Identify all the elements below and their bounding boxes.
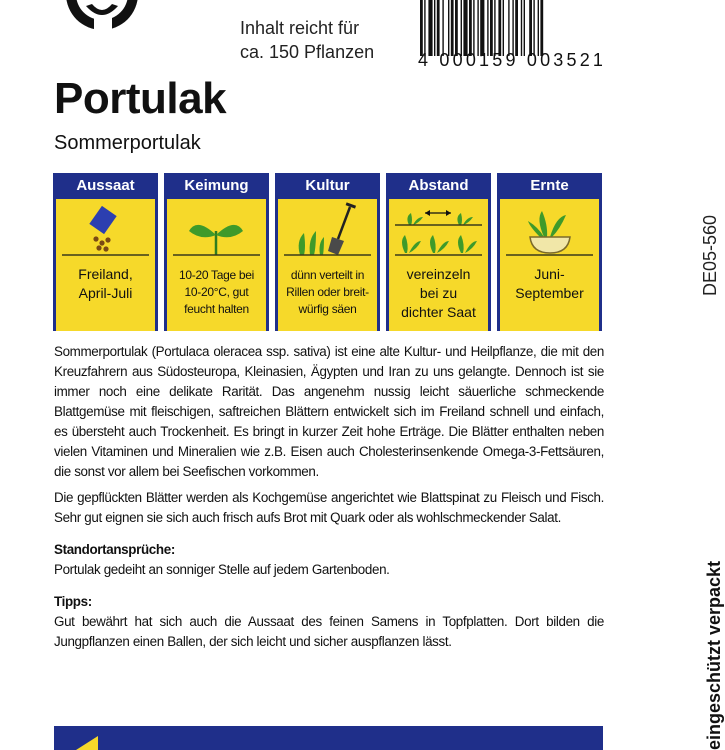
product-subtitle: Sommerportulak bbox=[54, 132, 201, 154]
panel-text bbox=[56, 265, 155, 303]
seed-packet-icon bbox=[56, 203, 155, 265]
panel-heading: Ernte bbox=[500, 173, 599, 199]
description bbox=[54, 342, 604, 652]
panel-text bbox=[500, 265, 599, 303]
panel-text-line: dichter Saat bbox=[401, 304, 476, 320]
description-paragraph-1: Sommerportulak (Portulaca oleracea ssp. sativa) ist eine alte Kultur- und Heilpflanze, die mit den Kreuzfahrern aus Südosteuropa, Kleinasien, Ägypten und Iran zu uns gelangte. Dennoch ist sie immer noch eine delikate Rarität. Das angenehm nussig leicht säuerliche schmeckende Blattgemüse mit fleischigen, saftreichen Blättern entwickelt sich im Freiland schnell und einfach, es übersteht auch Trockenheit. Es bringt in kurzer Zeit hohe Erträge. Die Blätter enthalten neben vielen Vitaminen und Mineralien wie z.B. Eisen auch Cholesterinsenkende Omega-3-Fettsäuren, die sonst vor allem bei Seefischen vorkommen. bbox=[54, 344, 604, 479]
panel-text-line: September bbox=[515, 285, 584, 301]
barcode bbox=[420, 0, 588, 56]
panel-text-line: vereinzeln bbox=[406, 266, 471, 282]
panel-heading: Aussaat bbox=[56, 173, 155, 199]
panel-text-line: 10-20 Tage bei bbox=[179, 268, 254, 282]
product-title: Portulak bbox=[54, 74, 227, 123]
tips-heading: Tipps: bbox=[54, 594, 92, 609]
product-code: DE05-560 bbox=[700, 214, 720, 296]
description-paragraph-2: Die gepflückten Blätter werden als Kochgemüse angerichtet wie Blattspinat zu Fleisch und Fisch. Sehr gut eignen sie sich auch frisch aufs Brot mit Quark oder als wohlschmeckender Salat. bbox=[54, 490, 604, 525]
side-packaging-note bbox=[636, 540, 724, 750]
panel-text bbox=[167, 267, 266, 318]
panel-text-line: würfig säen bbox=[298, 302, 357, 316]
spacing-icon bbox=[389, 203, 488, 265]
panel-text-line: bei zu bbox=[419, 285, 458, 301]
panel-text-line: 10-20°C, gut bbox=[184, 285, 249, 299]
panel-text-line: Rillen oder breit- bbox=[286, 285, 369, 299]
panel-text bbox=[278, 267, 377, 318]
content-line-1: Inhalt reicht für bbox=[240, 18, 360, 38]
cultivation-panels bbox=[53, 173, 602, 333]
spade-icon bbox=[278, 203, 377, 265]
panel-text-line: dünn verteilt in bbox=[290, 268, 365, 282]
bottom-banner bbox=[54, 726, 603, 750]
panel-kultur bbox=[275, 173, 380, 331]
harvest-bowl-icon bbox=[500, 203, 599, 265]
panel-heading: Abstand bbox=[389, 173, 488, 199]
panel-aussaat bbox=[53, 173, 158, 331]
panel-abstand bbox=[386, 173, 491, 331]
panel-heading: Kultur bbox=[278, 173, 377, 199]
content-info bbox=[240, 16, 410, 64]
location-heading: Standortansprüche: bbox=[54, 542, 175, 557]
panel-text bbox=[389, 265, 488, 322]
location-text: Portulak gedeiht an sonniger Stelle auf jedem Gartenboden. bbox=[54, 562, 390, 577]
panel-text-line: Juni- bbox=[534, 266, 565, 282]
seedling-icon bbox=[167, 203, 266, 265]
side-product-code bbox=[636, 204, 720, 304]
panel-keimung bbox=[164, 173, 269, 331]
packaging-note: eingeschützt verpackt bbox=[704, 560, 724, 750]
panel-ernte bbox=[497, 173, 602, 331]
brand-logo-icon bbox=[56, 0, 148, 34]
tips-text: Gut bewährt hat sich auch die Aussaat des feinen Samens in Topfplatten. Dort bilden die Jungpflanzen einen Ballen, der sich leicht und sicher auspflanzen lässt. bbox=[54, 614, 604, 649]
content-line-2: ca. 150 Pflanzen bbox=[240, 42, 375, 62]
banner-mark-icon bbox=[76, 736, 98, 750]
barcode-number: 4 000159 003521 bbox=[418, 50, 607, 70]
panel-heading: Keimung bbox=[167, 173, 266, 199]
panel-text-line: Freiland, bbox=[78, 266, 133, 282]
panel-text-line: April-Juli bbox=[78, 285, 133, 301]
panel-text-line: feucht halten bbox=[184, 302, 249, 316]
